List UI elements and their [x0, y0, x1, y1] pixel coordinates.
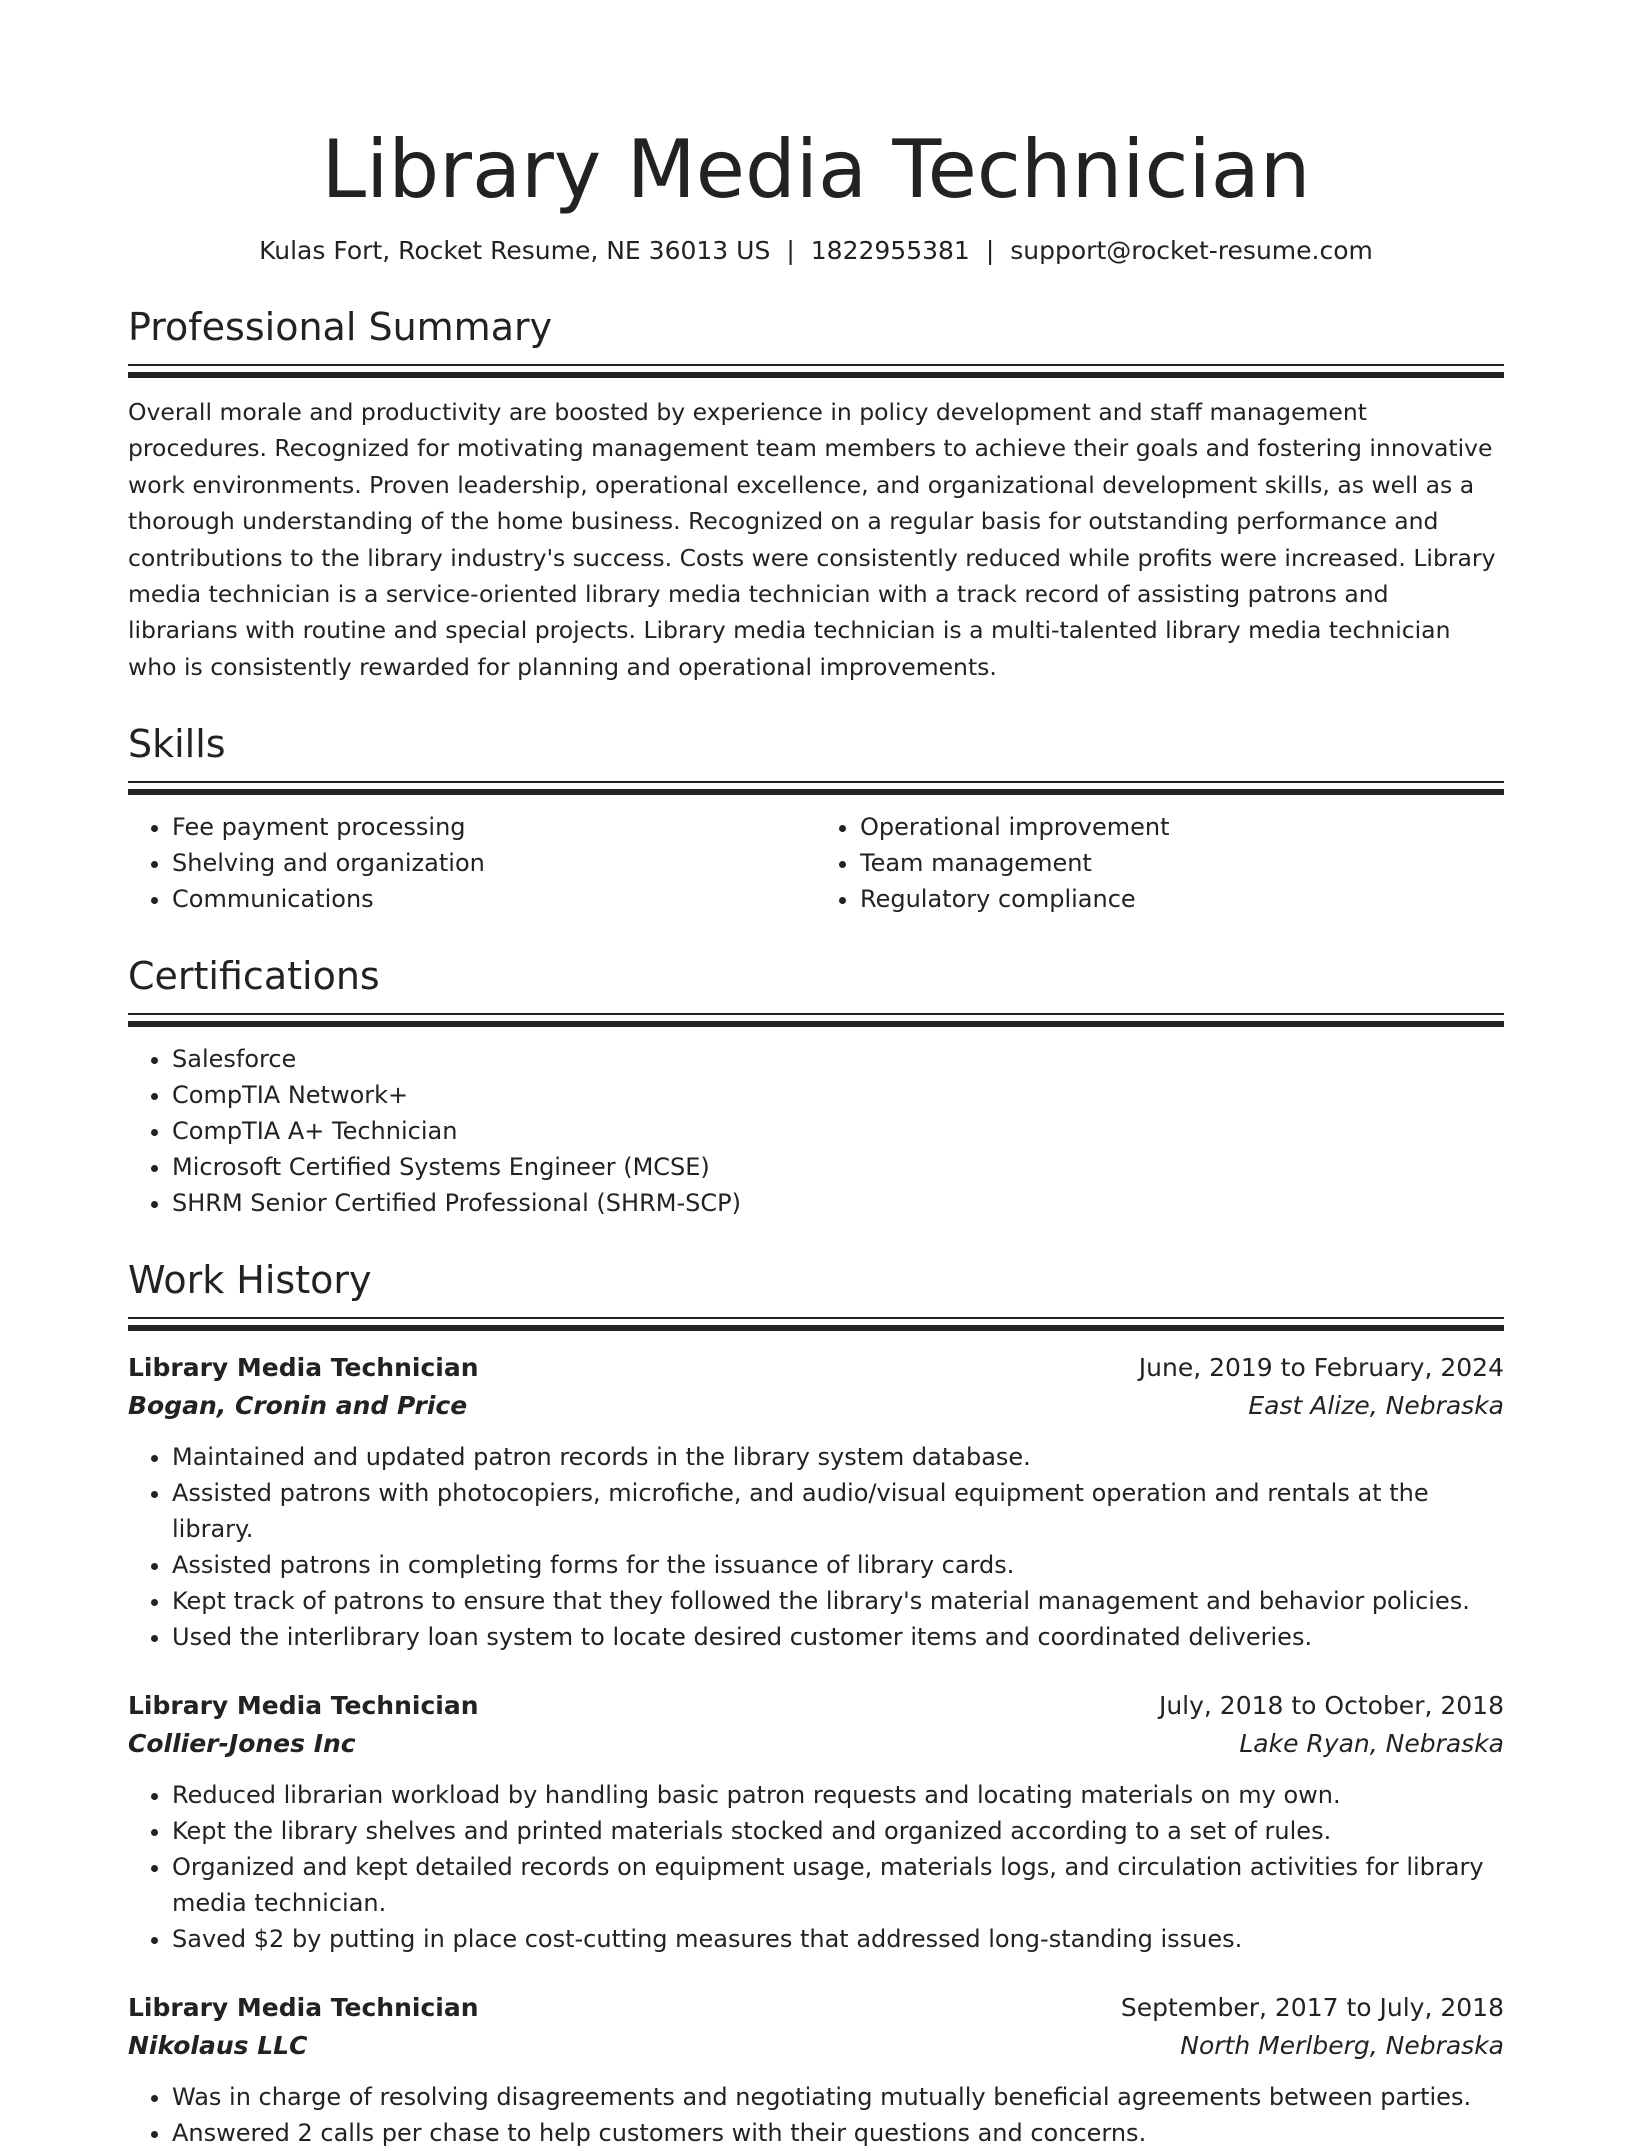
skill-item: • Shelving and organization [172, 845, 816, 881]
job-bullet: • Used the interlibrary loan system to locate desired customer items and coordinated deliveries. [172, 1619, 1504, 1655]
section-rule-thick [128, 789, 1504, 795]
section-rule-thick [128, 372, 1504, 378]
skills-list-left [128, 809, 816, 917]
job-dates: June, 2019 to February, 2024 [1138, 1353, 1504, 1383]
contact-separator: | [985, 236, 995, 265]
job-bullet: • Maintained and updated patron records in the library system database. [172, 1439, 1504, 1475]
work-history-title: Work History [128, 1258, 372, 1303]
section-rule [128, 1013, 1504, 1015]
job-entry [128, 1349, 1504, 1655]
job-bullet: • Kept the library shelves and printed materials stocked and organized according to a set of rules. [172, 1813, 1504, 1849]
job-bullet: • Reduced librarian workload by handling basic patron requests and locating materials on my own. [172, 1777, 1504, 1813]
summary-text: Overall morale and productivity are boosted by experience in policy development and staff management procedures. Recognized for motivating management team members to achieve their goals and fostering innovative work environments. Proven leadership, operational excellence, and organizational development skills, as well as a thorough understanding of the home business. Recognized on a regular basis for outstanding performance and contributions to the library industry's success. Costs were consistently reduced while profits were increased. Library media technician is a service-oriented library media technician with a track record of assisting patrons and librarians with routine and special projects. Library media technician is a multi-talented library media technician who is consistently rewarded for planning and operational improvements. [128, 398, 1496, 681]
job-header [128, 1349, 1504, 1387]
certifications-title: Certifications [128, 954, 380, 999]
job-bullet: • Answered 2 calls per chase to help customers with their questions and concerns. [172, 2115, 1504, 2151]
job-title: Library Media Technician [128, 1993, 479, 2023]
resume-name: Library Media Technician [321, 123, 1311, 216]
job-subheader [128, 1725, 1504, 1763]
job-company: Collier-Jones Inc [128, 1729, 356, 1759]
summary-section [128, 302, 1504, 685]
job-title: Library Media Technician [128, 1691, 479, 1721]
job-dates: September, 2017 to July, 2018 [1120, 1993, 1504, 2023]
skills-columns [128, 809, 1504, 917]
job-entry [128, 1687, 1504, 1957]
skill-item: • Operational improvement [860, 809, 1504, 845]
job-bullet: • Kept track of patrons to ensure that they followed the library's material management and behavior policies. [172, 1583, 1504, 1619]
job-bullet: • Was in charge of resolving disagreements and negotiating mutually beneficial agreements between parties. [172, 2079, 1504, 2115]
skill-item: • Fee payment processing [172, 809, 816, 845]
skills-title: Skills [128, 722, 226, 767]
job-bullets [128, 1439, 1504, 1655]
section-rule [128, 1317, 1504, 1319]
job-bullet: • Organized and kept detailed records on equipment usage, materials logs, and circulation activities for library media technician. [172, 1849, 1504, 1921]
job-header [128, 1687, 1504, 1725]
section-rule [128, 364, 1504, 366]
certification-item: • Salesforce [172, 1041, 1504, 1077]
job-bullets [128, 2079, 1504, 2151]
contact-address: Kulas Fort, Rocket Resume, NE 36013 US [259, 236, 771, 265]
section-rule-thick [128, 1021, 1504, 1027]
job-header [128, 1989, 1504, 2027]
certification-item: • SHRM Senior Certified Professional (SHRM-SCP) [172, 1185, 1504, 1221]
skills-list-right [816, 809, 1504, 917]
job-company: Nikolaus LLC [128, 2031, 308, 2061]
job-entry [128, 1989, 1504, 2151]
contact-phone: 1822955381 [810, 236, 970, 265]
skill-item: • Team management [860, 845, 1504, 881]
work-history-section [128, 1255, 1504, 2151]
job-title: Library Media Technician [128, 1353, 479, 1383]
job-dates: July, 2018 to October, 2018 [1158, 1691, 1504, 1721]
summary-title: Professional Summary [128, 305, 553, 349]
skill-item: • Communications [172, 881, 816, 917]
job-location: East Alize, Nebraska [1248, 1391, 1504, 1421]
certifications-list [128, 1041, 1504, 1221]
job-subheader [128, 1387, 1504, 1425]
job-bullet: • Assisted patrons in completing forms for the issuance of library cards. [172, 1547, 1504, 1583]
section-rule [128, 781, 1504, 783]
job-bullet: • Saved $2 by putting in place cost-cutting measures that addressed long-standing issues. [172, 1921, 1504, 1957]
job-company: Bogan, Cronin and Price [128, 1391, 468, 1421]
certification-item: • CompTIA A+ Technician [172, 1113, 1504, 1149]
job-location: Lake Ryan, Nebraska [1239, 1729, 1504, 1759]
contact-separator: | [786, 236, 795, 265]
contact-email: support@rocket-resume.com [1010, 236, 1373, 265]
job-location: North Merlberg, Nebraska [1180, 2031, 1504, 2061]
skills-section [128, 719, 1504, 917]
job-bullet: • Assisted patrons with photocopiers, microfiche, and audio/visual equipment operation and rentals at the library. [172, 1475, 1504, 1547]
job-subheader [128, 2027, 1504, 2065]
contact-line [128, 234, 1504, 268]
job-bullets [128, 1777, 1504, 1957]
certifications-section [128, 951, 1504, 1221]
resume-page [128, 0, 1504, 2151]
certification-item: • CompTIA Network+ [172, 1077, 1504, 1113]
section-rule-thick [128, 1325, 1504, 1331]
certification-item: • Microsoft Certified Systems Engineer (MCSE) [172, 1149, 1504, 1185]
skill-item: • Regulatory compliance [860, 881, 1504, 917]
